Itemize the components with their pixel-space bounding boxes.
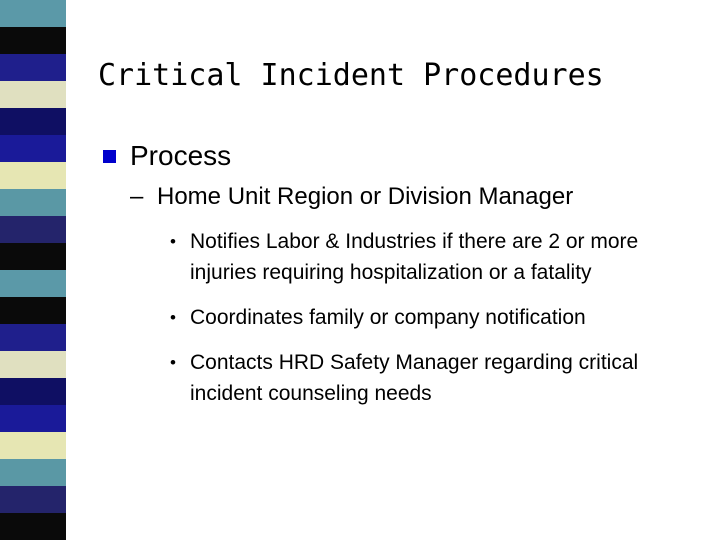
stripe-tile [0, 270, 66, 297]
stripe-tile [0, 486, 66, 513]
stripe-tile [0, 108, 66, 135]
stripe-tile [0, 405, 66, 432]
bullet-level2-text: Home Unit Region or Division Manager [157, 183, 574, 210]
bullet-level1 [103, 138, 703, 174]
stripe-tile [0, 378, 66, 405]
stripe-tile [0, 243, 66, 270]
stripe-tile [0, 135, 66, 162]
bullet-level3 [103, 302, 690, 333]
stripe-tile [0, 27, 66, 54]
stripe-tile [0, 81, 66, 108]
decorative-stripe [0, 0, 66, 540]
dot-bullet-icon: • [170, 308, 176, 327]
bullet-level3-text: Coordinates family or company notification [190, 306, 586, 329]
stripe-tile [0, 297, 66, 324]
square-bullet-icon [103, 150, 116, 163]
bullet-level3 [103, 347, 690, 409]
stripe-tile [0, 513, 66, 540]
stripe-tile [0, 162, 66, 189]
stripe-tile [0, 0, 66, 27]
stripe-tile [0, 459, 66, 486]
stripe-tile [0, 324, 66, 351]
stripe-tile [0, 54, 66, 81]
slide-content [103, 138, 703, 409]
slide-title: Critical Incident Procedures [98, 58, 604, 93]
stripe-tile [0, 351, 66, 378]
dot-bullet-icon: • [170, 232, 176, 251]
bullet-level2 [103, 182, 703, 212]
dash-bullet-icon: – [130, 183, 144, 210]
bullet-level3 [103, 226, 690, 288]
bullet-level3-text: Contacts HRD Safety Manager regarding critical incident counseling needs [190, 351, 639, 405]
bullet-level1-text: Process [130, 140, 232, 171]
stripe-tile [0, 216, 66, 243]
dot-bullet-icon: • [170, 353, 176, 372]
bullet-level3-text: Notifies Labor & Industries if there are 2 or more injuries requiring hospitalization or a fatality [190, 230, 639, 284]
stripe-tile [0, 189, 66, 216]
stripe-tile [0, 432, 66, 459]
